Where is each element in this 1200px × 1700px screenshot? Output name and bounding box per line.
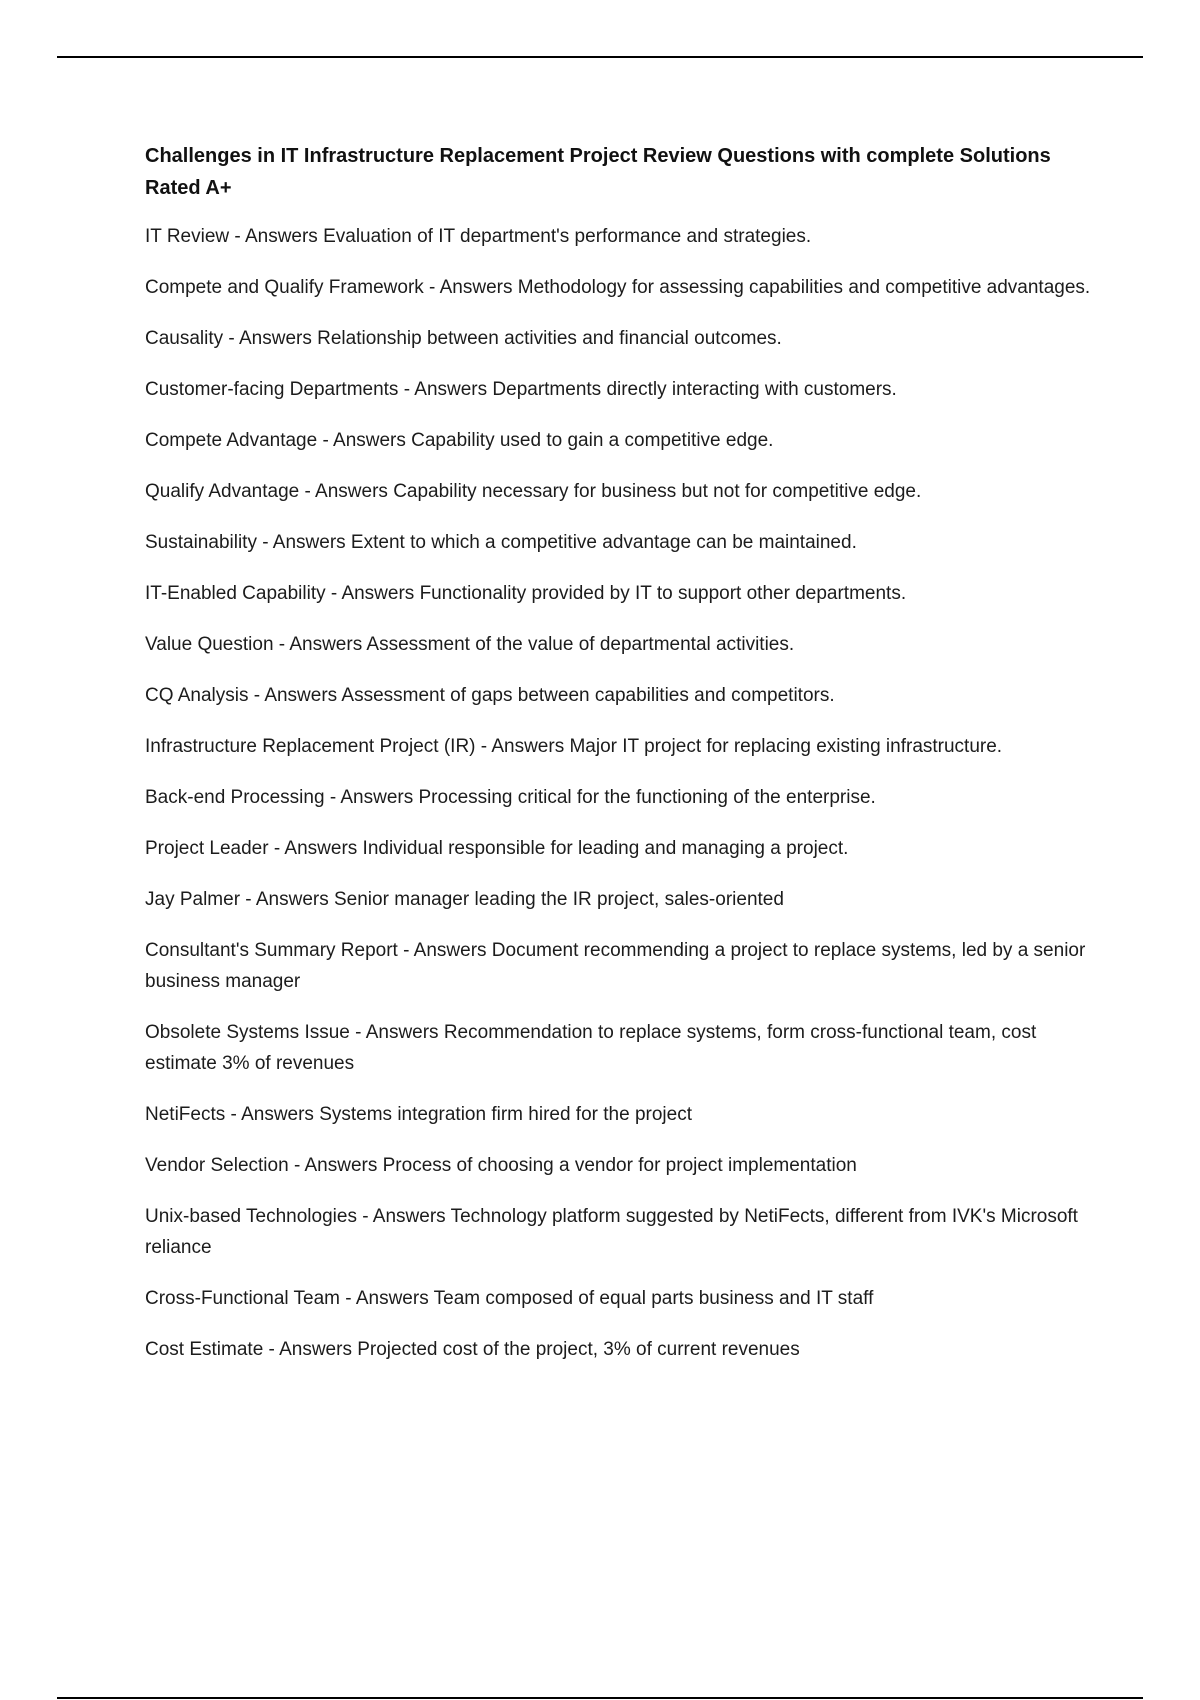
qa-entry: Vendor Selection - Answers Process of choosing a vendor for project implementation [145,1155,857,1176]
header-rule [57,56,1143,58]
qa-entry: Unix-based Technologies - Answers Technology platform suggested by NetiFects, different from IVK's Microsoft reliance [145,1206,1078,1258]
document-body [145,140,1095,1385]
qa-entry: IT-Enabled Capability - Answers Functionality provided by IT to support other departments. [145,583,907,604]
qa-entry: Cross-Functional Team - Answers Team composed of equal parts business and IT staff [145,1288,874,1309]
document-title: Challenges in IT Infrastructure Replacement Project Review Questions with complete Solutions Rated A+ [145,145,1051,199]
qa-entry: Customer-facing Departments - Answers Departments directly interacting with customers. [145,379,897,400]
qa-entry: Obsolete Systems Issue - Answers Recommendation to replace systems, form cross-functional team, cost estimate 3% of revenues [145,1022,1037,1074]
qa-entry: Compete Advantage - Answers Capability used to gain a competitive edge. [145,430,774,451]
qa-entry: Consultant's Summary Report - Answers Document recommending a project to replace systems, led by a senior business manager [145,940,1086,992]
qa-entry: Infrastructure Replacement Project (IR) - Answers Major IT project for replacing existing infrastructure. [145,736,1003,757]
qa-entry: Jay Palmer - Answers Senior manager leading the IR project, sales-oriented [145,889,784,910]
qa-entry: Qualify Advantage - Answers Capability necessary for business but not for competitive edge. [145,481,922,502]
qa-entry: Value Question - Answers Assessment of the value of departmental activities. [145,634,795,655]
qa-entry: NetiFects - Answers Systems integration firm hired for the project [145,1104,692,1125]
qa-entry: Sustainability - Answers Extent to which a competitive advantage can be maintained. [145,532,857,553]
qa-entry: Causality - Answers Relationship between activities and financial outcomes. [145,328,782,349]
qa-entry: Project Leader - Answers Individual responsible for leading and managing a project. [145,838,849,859]
qa-entry: CQ Analysis - Answers Assessment of gaps between capabilities and competitors. [145,685,835,706]
qa-entry: Back-end Processing - Answers Processing critical for the functioning of the enterprise. [145,787,876,808]
qa-entry: Cost Estimate - Answers Projected cost of the project, 3% of current revenues [145,1339,800,1360]
qa-entry: Compete and Qualify Framework - Answers Methodology for assessing capabilities and competitive advantages. [145,277,1091,298]
footer-rule [57,1697,1143,1699]
qa-entry: IT Review - Answers Evaluation of IT department's performance and strategies. [145,226,812,247]
